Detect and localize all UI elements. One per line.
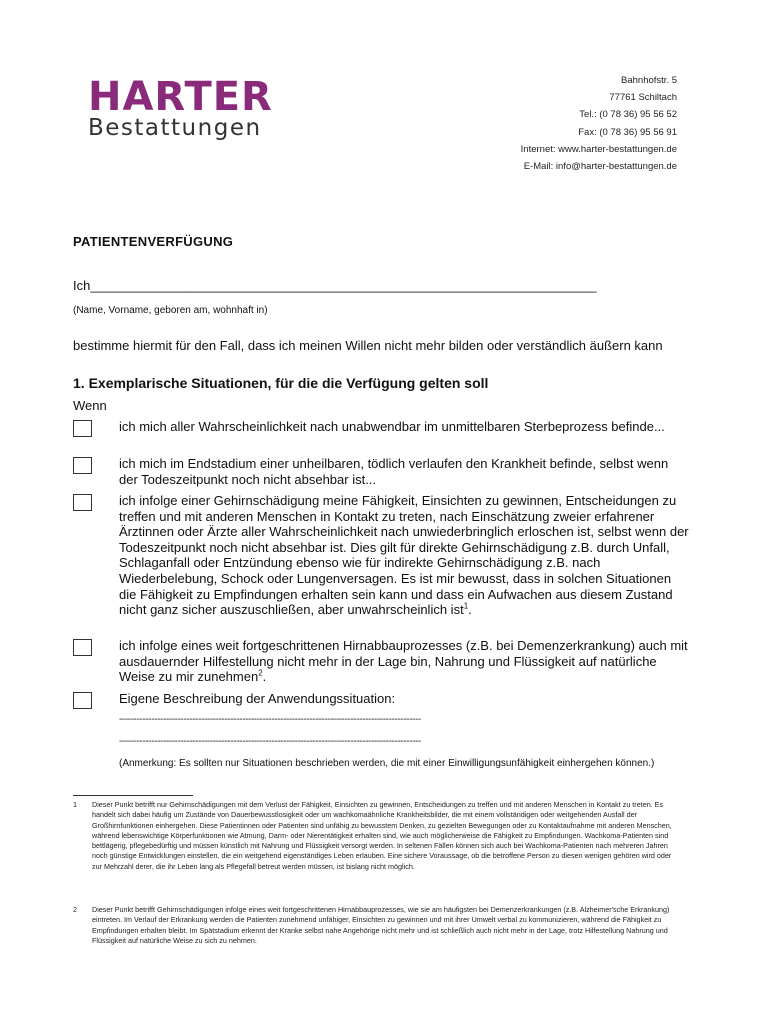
address-phone: Tel.: (0 78 36) 95 56 52 (579, 109, 677, 121)
footnote-2-text: Dieser Punkt betrifft Gehirnschädigungen infolge eines weit fortgeschrittenen Hirnabbauprozesses, wie sie am häufigsten bei Demenzerkrankungen (z.B. Alzheimer'sche Erkrankung) eintreten. Im Verlauf der Erkrankung werden die Patienten zunehmend unfähiger, Einsichten zu gewinnen und mit ihrer Umwelt verbal zu kommunizieren, während die Fähigkeit zu Empfindungen erhalten bleibt. Im Spätstadium erkennt der Kranke selbst nahe Angehörige nicht mehr und ist schließlich auch nicht mehr in der Lage, trotz Hilfestellung Nahrung und Flüssigkeit auf natürliche Weise zu sich zu nehmen. (92, 905, 670, 945)
situation-2-text: ich mich im Endstadium einer unheilbaren, tödlich verlaufen den Krankheit befinde, selbst wenn der Todeszeitpunkt noch nicht absehbar ist... (119, 456, 669, 487)
footnote-1-text: Dieser Punkt betrifft nur Gehirnschädigungen mit dem Verlust der Fähigkeit, Einsichten zu gewinnen, Entscheidungen zu treffen und mit anderen Menschen in Kontakt zu treten. Es handelt sich dabei häufig um Zustände von Dauerbewusstlosigkeit oder um wachkomaähnliche Krankheitsbilder, die mit einem vollständigen oder weitgehenden Ausfall der Großhirnfunktionen einhergehen. Diese Patientinnen oder Patienten sind unfähig zu bewusstem Denken, zu gezielten Bewegungen oder zu Kontaktaufnahme mit anderen Menschen, während lebenswichtige Körperfunktionen wie Atmung, Darm- oder Nierentätigkeit erhalten sind, wie auch möglicherweise die Fähigkeit zu Empfindungen. Wachkoma-Patienten sind bettlägerig, pflegebedürftig und müssen künstlich mit Nahrung und Flüssigkeit versorgt werden. In seltenen Fällen können sich auch bei Wachkoma-Patienten nach mehreren Jahren noch günstige Entwicklungen einstellen, die ein weitgehend eigenständiges Leben erlauben. Eine sichere Voraussage, ob die betroffene Person zu diesen wenigen gehören wird oder zur Mehrzahl derer, die ihr Leben lang als Pflegefall betreut werden müssen, ist bislang nicht möglich. (92, 800, 672, 871)
logo-subtitle: Bestattungen (88, 115, 262, 141)
address-fax: Fax: (0 78 36) 95 56 91 (578, 126, 677, 138)
own-description-line-2[interactable]: ------------------------------------------------------------------------------------------------------- (119, 736, 421, 747)
address-city: 77761 Schiltach (609, 92, 677, 104)
situation-4-checkbox[interactable] (73, 639, 92, 656)
name-field-line[interactable]: Ich______________________________________________________________________ (73, 278, 597, 293)
situation-5-checkbox[interactable] (73, 692, 92, 709)
situation-3-text: ich infolge einer Gehirnschädigung meine Fähigkeit, Einsichten zu gewinnen, Entscheidungen zu treffen und mit anderen Menschen in Kontakt zu treten, nach Einschätzung zweier erfahrener Ärztinnen oder Ärzte aller Wahrscheinlichkeit nach unwiederbringlich erloschen ist, selbst wenn der Todeszeitpunkt noch nicht absehbar ist. Dies gilt für direkte Gehirnschädigung z.B. durch Unfall, Schlaganfall oder Entzündung ebenso wie für indirekte Gehirnschädigung z.B. nach Wiederbelebung, Schock oder Lungenversagen. Es ist mir bewusst, dass in solchen Situationen die Fähigkeit zu Empfindungen erhalten sein kann und dass ein Aufwachen aus diesem Zustand nicht ganz sicher auszuschließen, aber unwahrscheinlich ist$^1$. (119, 493, 689, 618)
harter-logo (88, 74, 273, 141)
document-title: PATIENTENVERFÜGUNG (73, 234, 234, 249)
own-description-line-1[interactable]: ------------------------------------------------------------------------------------------------------- (119, 714, 421, 725)
situation-5-text: Eigene Beschreibung der Anwendungssituation: (119, 691, 396, 706)
footnote-2-number: 2 (73, 905, 77, 914)
address-street: Bahnhofstr. 5 (621, 75, 677, 86)
footnote-ref-2[interactable]: 2 (258, 668, 263, 678)
footnote-1-number: 1 (73, 800, 77, 809)
wenn-label: Wenn (73, 398, 107, 413)
footnote-divider (73, 795, 193, 796)
intro-paragraph: bestimme hiermit für den Fall, dass ich meinen Willen nicht mehr bilden oder verständlich äußern kann (73, 338, 663, 353)
address-block (521, 72, 677, 175)
situation-1-checkbox[interactable] (73, 420, 92, 437)
footnote-ref-1[interactable]: 1 (463, 601, 469, 611)
address-website: Internet: www.harter-bestattungen.de (520, 143, 677, 155)
situation-3-checkbox[interactable] (73, 494, 92, 511)
situation-1-text: ich mich aller Wahrscheinlichkeit nach unabwendbar im unmittelbaren Sterbeprozess befinde... (119, 419, 665, 434)
annotation-note: (Anmerkung: Es sollten nur Situationen beschrieben werden, die mit einer Einwilligungsunfähigkeit einhergehen können.) (119, 758, 655, 769)
section-1-heading: 1. Exemplarische Situationen, für die die Verfügung gelten soll (73, 375, 489, 391)
situation-4-text: ich infolge eines weit fortgeschrittenen Hirnabbauprozesses (z.B. bei Demenzerkrankung) auch mit ausdauernder Hilfestellung nicht mehr in der Lage bin, Nahrung und Flüssigkeit auf natürliche Weise zu mir zunehmen$^2$. (119, 638, 688, 685)
address-email: E-Mail: info@harter-bestattungen.de (523, 161, 677, 173)
name-field-hint: (Name, Vorname, geboren am, wohnhaft in) (73, 305, 268, 316)
situation-2-checkbox[interactable] (73, 457, 92, 474)
logo-wordmark: HARTER (88, 74, 273, 120)
